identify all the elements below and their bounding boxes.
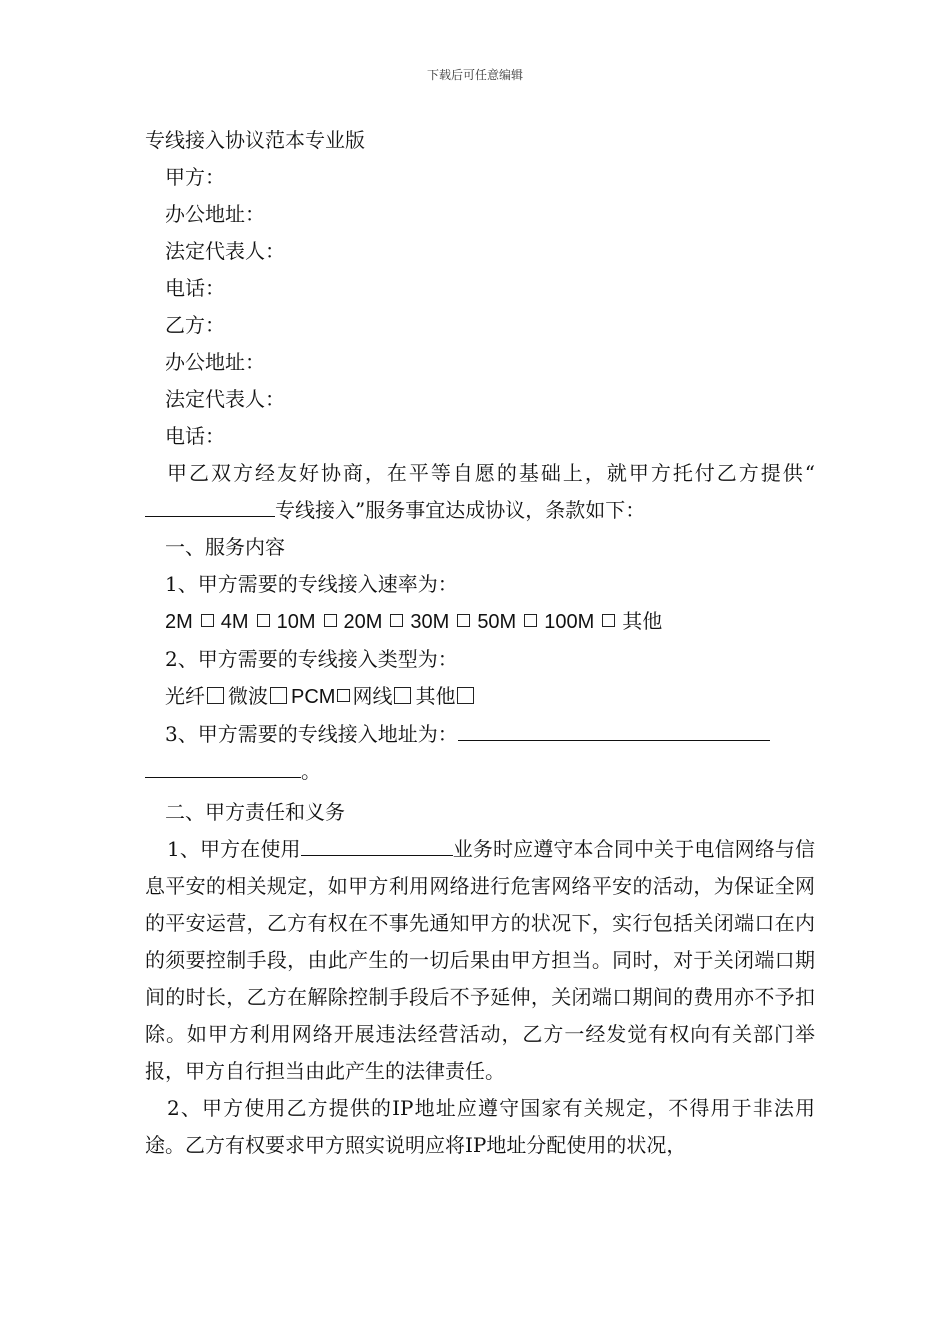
type-question: 2、甲方需要的专线接入类型为： bbox=[165, 647, 458, 671]
speed-option-label: 20M bbox=[343, 611, 383, 633]
checkbox-icon[interactable] bbox=[524, 614, 537, 627]
type-option-label: PCM bbox=[291, 686, 336, 708]
party-b-phone: 电话： bbox=[165, 424, 225, 448]
party-b-rep: 法定代表人： bbox=[165, 387, 285, 411]
intro-text-1: 甲乙双方经友好协商，在平等自愿的基础上，就甲方托付乙方提供“ bbox=[167, 461, 815, 485]
obligation-paragraph-2: 2、甲方使用乙方提供的IP地址应遵守国家有关规定，不得用于非法用途。乙方有权要求甲方照实说明应将IP地址分配使用的状况， bbox=[145, 1096, 815, 1157]
speed-question: 1、甲方需要的专线接入速率为： bbox=[165, 572, 458, 596]
checkbox-icon[interactable] bbox=[394, 687, 411, 704]
speed-option-label: 10M bbox=[276, 611, 316, 633]
checkbox-icon[interactable] bbox=[390, 614, 403, 627]
checkbox-icon[interactable] bbox=[201, 614, 214, 627]
address-continuation bbox=[145, 753, 815, 790]
party-a-label: 甲方： bbox=[165, 165, 225, 189]
address-blank bbox=[458, 718, 770, 741]
party-b-label: 乙方： bbox=[165, 313, 225, 337]
type-option-label: 网线 bbox=[352, 684, 393, 708]
speed-option-label: 2M bbox=[165, 611, 193, 633]
party-a-rep: 法定代表人： bbox=[165, 239, 285, 263]
checkbox-icon[interactable] bbox=[602, 614, 615, 627]
speed-option-label: 其他 bbox=[622, 609, 663, 633]
service-name-blank bbox=[145, 494, 275, 517]
checkbox-icon[interactable] bbox=[457, 687, 474, 704]
checkbox-icon[interactable] bbox=[257, 614, 270, 627]
type-options bbox=[145, 678, 815, 716]
type-option-label: 光纤 bbox=[165, 684, 205, 708]
obligation-paragraph-1 bbox=[145, 831, 815, 1090]
section-1-heading: 一、服务内容 bbox=[165, 535, 285, 559]
speed-option-label: 50M bbox=[477, 611, 517, 633]
section-2-heading: 二、甲方责任和义务 bbox=[165, 800, 345, 824]
type-option-label: 微波 bbox=[228, 684, 268, 708]
checkbox-icon[interactable] bbox=[270, 687, 287, 704]
address-blank-2 bbox=[145, 755, 301, 778]
party-b-address: 办公地址： bbox=[165, 350, 265, 374]
document-title: 专线接入协议范本专业版 bbox=[145, 128, 365, 152]
speed-option-label: 100M bbox=[544, 611, 595, 633]
document-body bbox=[145, 122, 815, 1164]
intro-text-2: 专线接入”服务事宜达成协议，条款如下： bbox=[275, 498, 646, 522]
address-question bbox=[145, 716, 815, 753]
type-option-label: 其他 bbox=[415, 684, 456, 708]
speed-option-label: 4M bbox=[220, 611, 249, 633]
checkbox-icon[interactable] bbox=[207, 687, 224, 704]
obligation-1-rest: 业务时应遵守本合同中关于电信网络与信息平安的相关规定，如甲方利用网络进行危害网络平安的活动，为保证全网的平安运营，乙方有权在不事先通知甲方的状况下，实行包括关闭端口在内的须要控制手段，由此产生的一切后果由甲方担当。同时，对于关闭端口期间的时长，乙方在解除控制手段后不予延伸，关闭端口期间的费用亦不予扣除。如甲方利用网络开展违法经营活动，乙方一经发觉有权向有关部门举报，甲方自行担当由此产生的法律责任。 bbox=[145, 837, 815, 1083]
speed-options bbox=[145, 603, 815, 641]
business-blank bbox=[301, 833, 453, 856]
address-end-mark: 。 bbox=[301, 759, 321, 783]
checkbox-icon[interactable] bbox=[324, 614, 337, 627]
obligation-1-start: 1、甲方在使用 bbox=[167, 837, 301, 861]
intro-paragraph bbox=[145, 455, 815, 529]
party-a-phone: 电话： bbox=[165, 276, 225, 300]
address-question-text: 3、甲方需要的专线接入地址为： bbox=[165, 722, 458, 746]
checkbox-icon[interactable] bbox=[337, 689, 350, 702]
party-a-address: 办公地址： bbox=[165, 202, 265, 226]
speed-option-label: 30M bbox=[410, 611, 450, 633]
header-note: 下载后可任意编辑 bbox=[426, 68, 523, 82]
checkbox-icon[interactable] bbox=[457, 614, 470, 627]
